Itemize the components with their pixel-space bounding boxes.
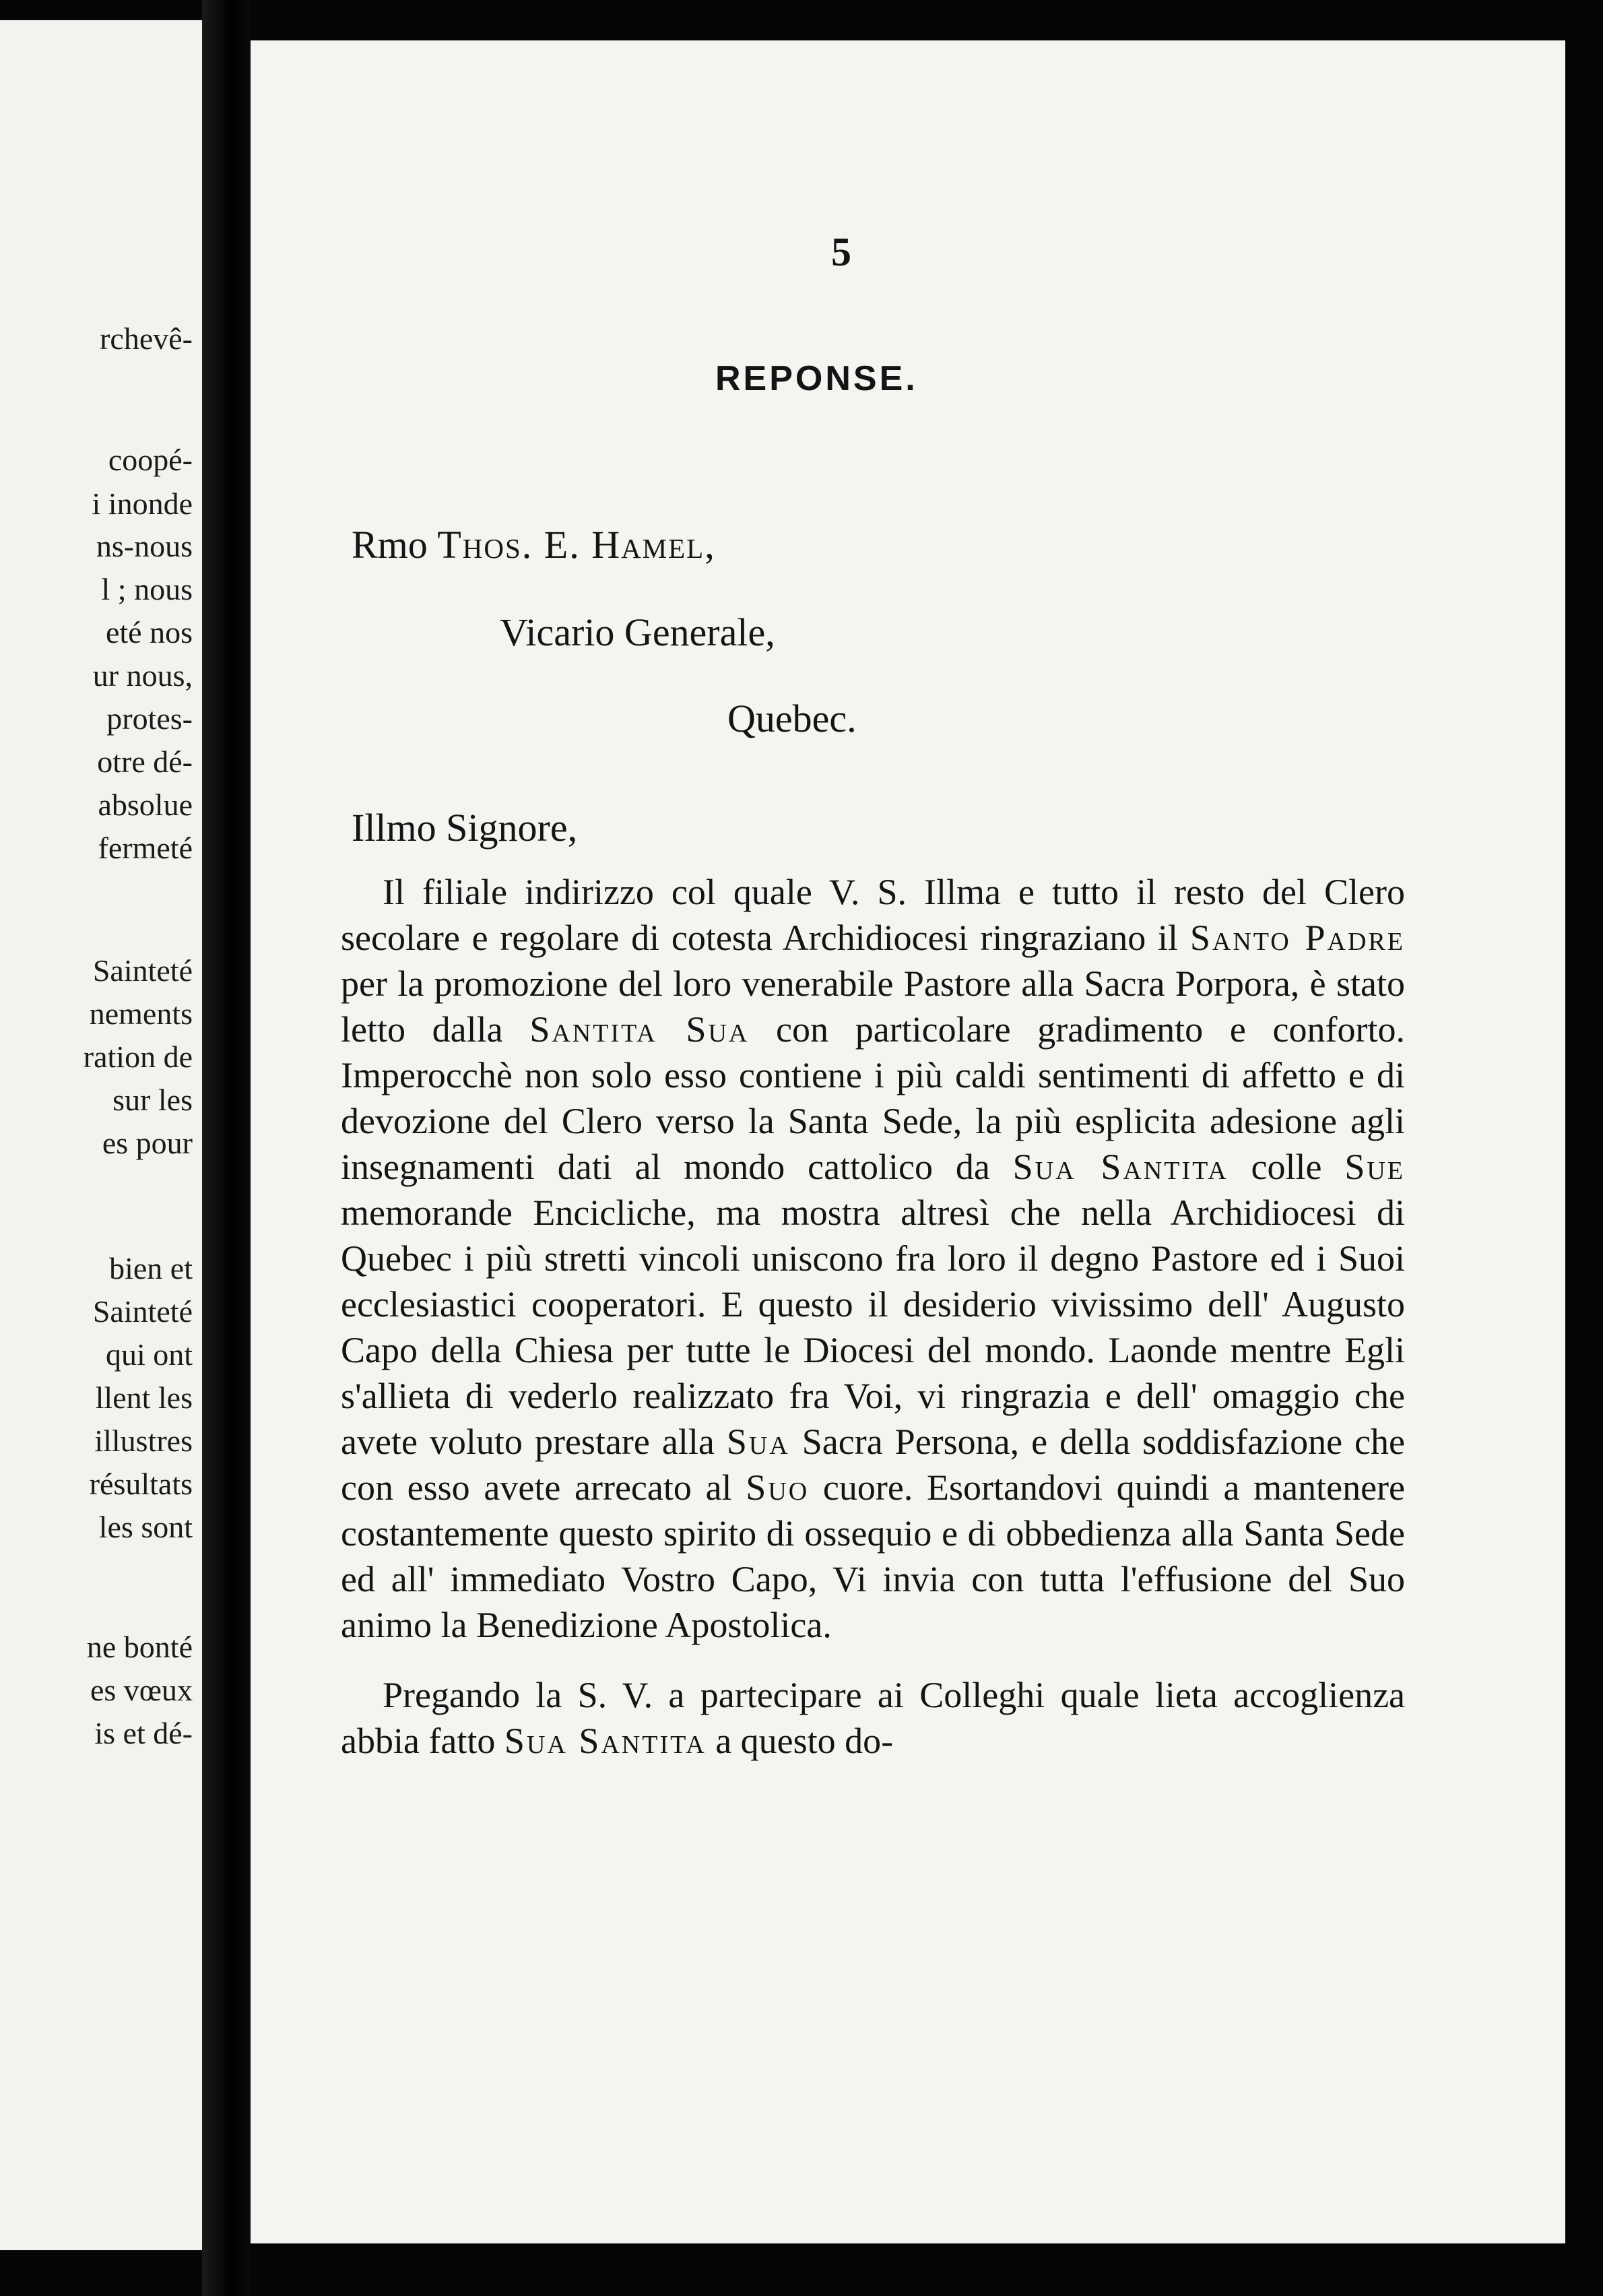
left-page-line: i inonde <box>92 486 193 521</box>
left-page-line: protes- <box>106 701 193 736</box>
left-page-line: Sainteté <box>92 953 193 988</box>
left-page-line: is et dé- <box>94 1716 193 1750</box>
section-heading: REPONSE. <box>715 359 918 398</box>
left-page-line: ration de <box>83 1040 193 1074</box>
left-page-line: les sont <box>98 1510 193 1544</box>
left-page-line: l ; nous <box>101 572 193 606</box>
left-page-line: fermeté <box>98 831 193 865</box>
salutation: Illmo Signore, <box>352 806 578 850</box>
left-page-line: illustres <box>94 1424 193 1458</box>
small-caps-run: Suo <box>746 1467 810 1508</box>
letter-body <box>341 869 1405 1788</box>
address-line-2: Vicario Generale, <box>500 610 775 654</box>
text-run: per la promozione del loro venerabile Pastore alla Sacra Porpora, è stato letto dalla <box>341 963 1405 1050</box>
left-page-line: coopé- <box>108 443 193 477</box>
text-run: colle <box>1228 1147 1345 1187</box>
text-run: Pregando la S. V. a partecipare ai Colleghi quale lieta accoglienza abbia fatto <box>341 1675 1405 1761</box>
text-run: Sacra Persona, e della soddisfazione che con esso avete arrecato al <box>341 1422 1405 1508</box>
left-page-line: ur nous, <box>92 658 193 693</box>
page-number: 5 <box>831 230 851 274</box>
small-caps-run: Sua Santita <box>1012 1147 1229 1187</box>
address-line-3: Quebec. <box>727 697 857 740</box>
main-page <box>251 40 1565 2243</box>
book-gutter <box>202 0 251 2296</box>
text-run: memorande Encicliche, ma mostra altresì che nella Archidiocesi di Quebec i più stretti vincoli uniscono fra loro il degno Pastore ed i Suoi ecclesiastici cooperatori. E questo il desiderio vivissimo dell' Augusto Capo della Chiesa per tutte le Diocesi del mondo. Laonde mentre Egli s'allieta di vederlo realizzato fra Voi, vi ringrazia e dell' omaggio che avete voluto prestare alla <box>341 1192 1405 1462</box>
left-page-line: sur les <box>112 1083 193 1117</box>
left-page-line: es pour <box>102 1126 193 1160</box>
left-page-line: rchevê- <box>100 321 193 356</box>
paragraph-2 <box>341 1672 1405 1764</box>
small-caps-run: Santita Sua <box>529 1009 750 1050</box>
text-run: Il filiale indirizzo col quale V. S. Illma e tutto il resto del Clero secolare e regolare di cotesta Archidiocesi ringraziano il <box>341 872 1405 958</box>
left-page-line: nements <box>89 996 193 1031</box>
text-run: a questo do- <box>706 1721 894 1761</box>
left-page-line: eté nos <box>105 615 193 649</box>
text-run: cuore. Esortandovi quindi a mantenere costantemente questo spirito di ossequio e di obbedienza alla Santa Sede ed all' immediato Vostro Capo, Vi invia con tutta l'effusione del Suo animo la Benedizione Apostolica. <box>341 1467 1405 1645</box>
text-run: con particolare gradimento e conforto. Imperocchè non solo esso contiene i più caldi sentimenti di affetto e di devozione del Clero verso la Santa Sede, la più esplicita adesione agli insegnamenti dati al mondo cattolico da <box>341 1009 1405 1187</box>
address-title: Rmo <box>352 523 438 567</box>
left-page-line: Sainteté <box>92 1294 193 1329</box>
left-facing-page <box>0 20 202 2250</box>
left-page-line: ns-nous <box>96 529 193 563</box>
left-page-line: résultats <box>89 1467 193 1501</box>
address-line-1 <box>352 525 716 565</box>
left-page-line: absolue <box>98 788 193 822</box>
left-page-line: llent les <box>95 1380 193 1415</box>
left-page-line: qui ont <box>105 1337 193 1372</box>
address-name: Thos. E. Hamel, <box>437 523 716 567</box>
left-page-line: ne bonté <box>86 1630 193 1664</box>
small-caps-run: Sue <box>1344 1147 1405 1187</box>
left-page-line: otre dé- <box>97 744 193 779</box>
paragraph-1 <box>341 869 1405 1648</box>
left-page-line: bien et <box>109 1251 193 1285</box>
small-caps-run: Sua <box>726 1422 790 1462</box>
left-page-line: es vœux <box>90 1673 193 1707</box>
small-caps-run: Sua Santita <box>504 1721 707 1761</box>
small-caps-run: Santo Padre <box>1189 918 1406 958</box>
